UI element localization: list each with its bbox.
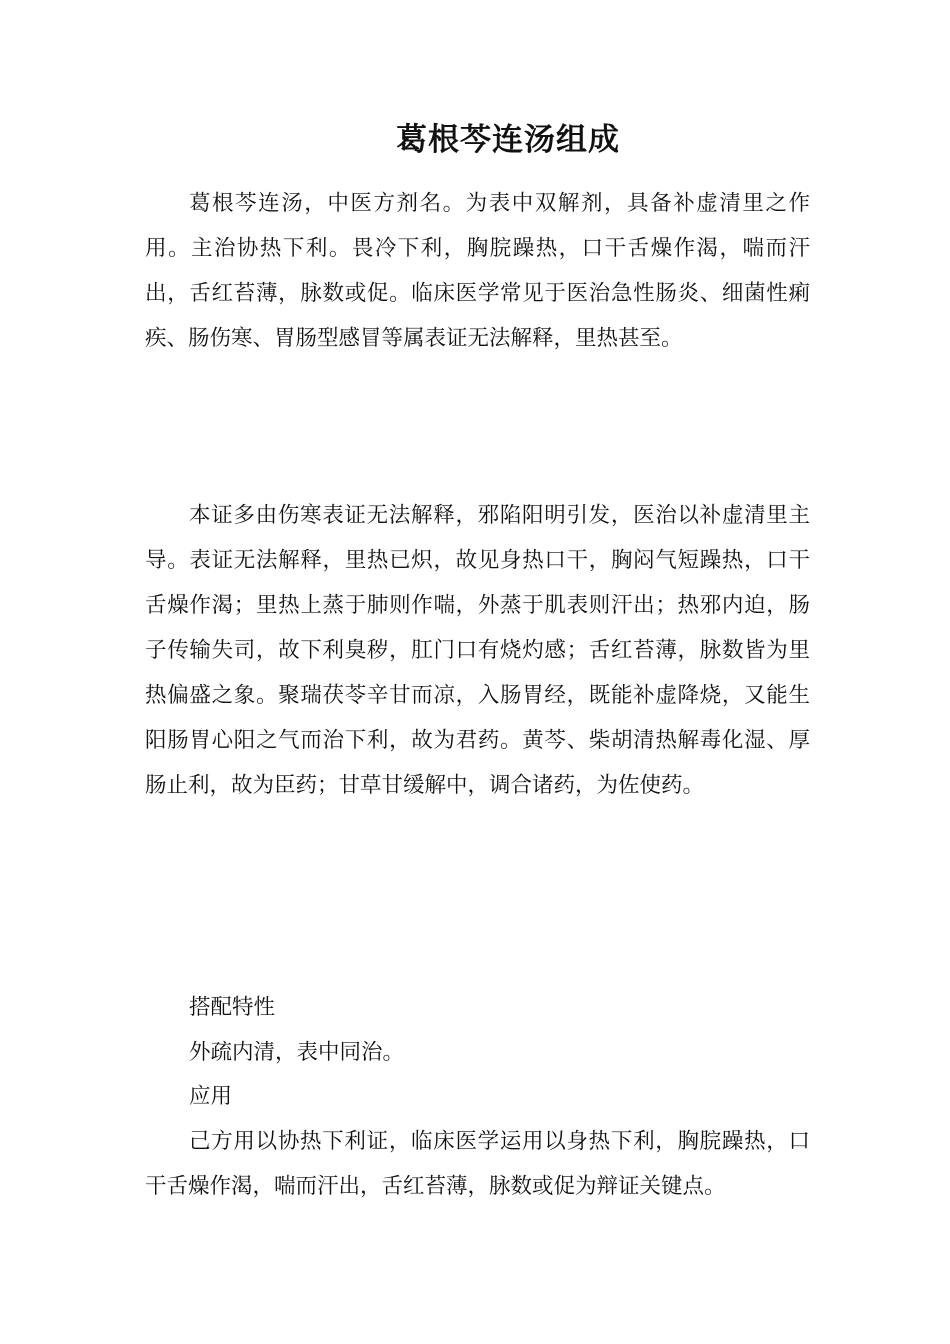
application-paragraph: 己方用以协热下利证，临床医学运用以身热下利，胸脘躁热，口干舌燥作渴，喘而汗出，舌红苔薄，脉数或促为辩证关键点。: [145, 1129, 810, 1199]
features-text: 外疏内清，表中同治。: [189, 1040, 405, 1065]
features-heading: 搭配特性: [189, 995, 276, 1020]
application-heading: 应用: [189, 1084, 233, 1109]
document-title: 葛根芩连汤组成: [396, 122, 620, 158]
pathology-paragraph: 本证多由伤寒表证无法解释，邪陷阳明引发，医治以补虚清里主导。表证无法解释，里热已炽，故见身热口干，胸闷气短躁热，口干舌燥作渴；里热上蒸于肺则作喘，外蒸于肌表则汗出；热邪内迫，肠子传输失司，故下利臭秽，肛门口有烧灼感；舌红苔薄，脉数皆为里热偏盛之象。聚瑞茯苓辛甘而凉，入肠胃经，既能补虚降烧，又能生阳肠胃心阳之气而治下利，故为君药。黄芩、柴胡清热解毒化湿、厚肠止利，故为臣药；甘草甘缓解中，调合诸药，为佐使药。: [145, 503, 810, 798]
intro-paragraph: 葛根芩连汤，中医方剂名。为表中双解剂，具备补虚清里之作用。主治协热下利。畏冷下利，胸脘躁热，口干舌燥作渴，喘而汗出，舌红苔薄，脉数或促。临床医学常见于医治急性肠炎、细菌性痢疾、肠伤寒、胃肠型感冒等属表证无法解释，里热甚至。: [145, 191, 810, 351]
